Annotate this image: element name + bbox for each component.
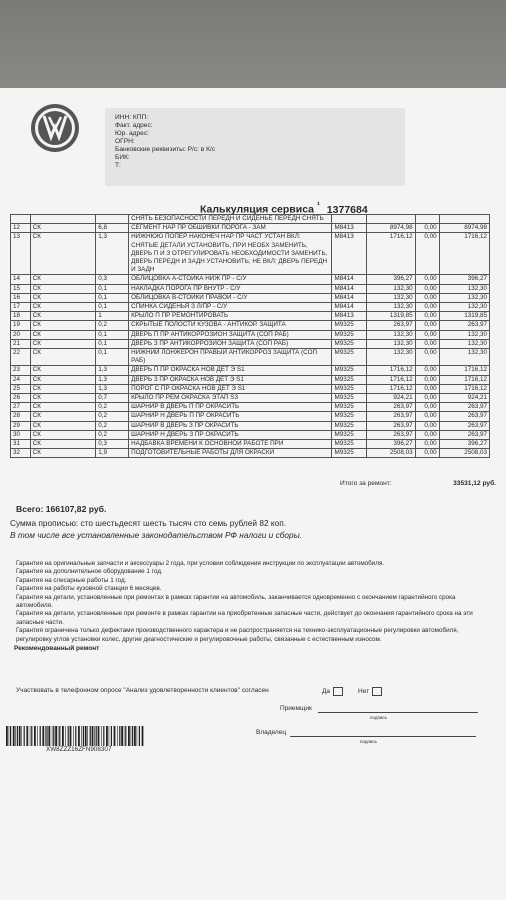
cell-n: 20 — [11, 330, 31, 339]
cell-sum: 396,27 — [439, 275, 489, 284]
cell-n: 24 — [11, 375, 31, 384]
cell-code: M9325 — [332, 440, 367, 449]
cell-price: 263,97 — [367, 430, 415, 439]
cell-disc: 0,00 — [415, 384, 439, 393]
requisite-line: Юр. адрес: — [115, 130, 149, 137]
barcode-bar — [121, 726, 123, 746]
table-row — [11, 421, 490, 430]
cell-desc: ШАРНИР В ДВЕРЬ П ПР ОКРАСИТЬ — [129, 403, 332, 412]
cell-qty: 1,3 — [96, 384, 129, 393]
barcode-bar — [53, 726, 54, 746]
cell-n: 17 — [11, 303, 31, 312]
barcode-bar — [26, 726, 28, 746]
cell-price: 1716,12 — [367, 375, 415, 384]
survey-yes-label: Да — [322, 688, 331, 696]
barcode-bar — [96, 726, 97, 746]
cell-desc: ДВЕРЬ П ПР ОКРАСКА НОВ ДЕТ Э S1 — [129, 366, 332, 375]
cell-qty: 0,1 — [96, 293, 129, 302]
barcode-bar — [78, 726, 80, 746]
cell-code: M9325 — [332, 449, 367, 458]
table-row — [11, 366, 490, 375]
warranty-terms — [16, 560, 494, 644]
barcode-bar — [42, 726, 44, 746]
table-row — [11, 215, 490, 224]
cell-sum: 1716,12 — [439, 233, 489, 275]
owner-label: Владелец — [256, 729, 287, 736]
survey-no — [358, 687, 382, 696]
barcode-bar — [132, 726, 133, 746]
warranty-line: Гарантия на дополнительное оборудование 1 год. — [16, 568, 163, 576]
cell-qty: 1 — [96, 312, 129, 321]
barcode-bar — [52, 726, 53, 746]
cell-n: 21 — [11, 339, 31, 348]
cell-n: 13 — [11, 233, 31, 275]
cell-desc: ДВЕРЬ П ПР АНТИКОРРОЗИОН ЗАЩИТА (СОП РАБ) — [129, 330, 332, 339]
cell-disc: 0,00 — [415, 366, 439, 375]
barcode-bar — [37, 726, 38, 746]
cell-price: 263,97 — [367, 321, 415, 330]
cell-sum: 132,30 — [439, 349, 489, 366]
cell-type: СК — [30, 349, 96, 366]
barcode-bar — [83, 726, 84, 746]
cell-type: СК — [30, 284, 96, 293]
cell-sum: 263,97 — [439, 403, 489, 412]
cell-n: 29 — [11, 421, 31, 430]
cell-disc: 0,00 — [415, 312, 439, 321]
cell-code: M9325 — [332, 421, 367, 430]
cell-disc: 0,00 — [415, 284, 439, 293]
barcode-bar — [81, 726, 82, 746]
title-label: Калькуляция сервиса — [200, 203, 315, 216]
barcode-bar — [24, 726, 25, 746]
cell-qty: 0,2 — [96, 430, 129, 439]
cell-type: СК — [30, 412, 96, 421]
survey-text: Участвовать в телефонном опросе "Анализ удовлетворенности клиентов" согласен — [16, 687, 269, 694]
cell-n: 18 — [11, 312, 31, 321]
cell-disc: 0,00 — [415, 321, 439, 330]
barcode-bar — [87, 726, 88, 746]
cell-qty: 0,1 — [96, 339, 129, 348]
cell-type: СК — [30, 312, 96, 321]
cell-desc: СЕГМЕНТ НАР ПР ОБШИВКИ ПОРОГА - ЗАМ — [129, 224, 332, 233]
warranty-line: Гарантия ограничена только дефектами производственного характера и не распространяется на технико-эксплуатационные регулировки автомобиля, регулировку углов установки колес, другие диагностические и регулировочные работы, связанные с естественным износом. — [16, 627, 459, 643]
table-row — [11, 224, 490, 233]
barcode-bar — [6, 726, 8, 746]
cell-disc: 0,00 — [415, 349, 439, 366]
barcode-bar — [103, 726, 104, 746]
cell-sum: 132,30 — [439, 330, 489, 339]
cell-price: 132,30 — [367, 303, 415, 312]
cell-disc: 0,00 — [415, 394, 439, 403]
cell-n: 23 — [11, 366, 31, 375]
cell-desc: ДВЕРЬ З ПР ОКРАСКА НОВ ДЕТ Э S1 — [129, 375, 332, 384]
cell-n: 12 — [11, 224, 31, 233]
cell-type: СК — [30, 384, 96, 393]
cell-desc: ПОРОГ С ПР ОКРАСКА НОВ ДЕТ Э S1 — [129, 384, 332, 393]
barcode-bar — [17, 726, 18, 746]
cell-price: 396,27 — [367, 440, 415, 449]
cell-code: M9325 — [332, 430, 367, 439]
barcode-bar — [117, 726, 118, 746]
cell-type: СК — [30, 321, 96, 330]
barcode-bar — [75, 726, 76, 746]
cell-price: 2508,03 — [367, 449, 415, 458]
repair-total — [340, 480, 496, 487]
cell-code: M9325 — [332, 330, 367, 339]
cell-type: СК — [30, 449, 96, 458]
cell-type: СК — [30, 224, 96, 233]
barcode-bar — [21, 726, 22, 746]
cell-price: 1716,12 — [367, 366, 415, 375]
barcode-bar — [46, 726, 47, 746]
cell-n: 26 — [11, 394, 31, 403]
barcode-bar — [13, 726, 15, 746]
title-mark: ¹ — [316, 200, 320, 210]
cell-qty: 0,2 — [96, 321, 129, 330]
barcode-bar — [65, 726, 66, 746]
warranty-line: Гарантия на детали, установленные при ремонте в рамках гарантии на приобретенные запасные части, действует до окончания гарантийного срока на эти запасные части. — [16, 610, 473, 626]
requisite-line: БИК: — [115, 154, 130, 161]
requisite-line: ИНН: КПП: — [115, 114, 149, 121]
cell-sum: 132,30 — [439, 293, 489, 302]
cell-qty: 0,2 — [96, 412, 129, 421]
table-row — [11, 293, 490, 302]
cell-n: 31 — [11, 440, 31, 449]
cell-desc: НАДБАВКА ВРЕМЕНИ К ОСНОВНОЙ РАБОТЕ ПРИ — [129, 440, 332, 449]
cell-disc: 0,00 — [415, 440, 439, 449]
barcode-bar — [109, 726, 110, 746]
cell-price: 263,97 — [367, 412, 415, 421]
cell-type: СК — [30, 366, 96, 375]
table-row — [11, 339, 490, 348]
warranty-line: Гарантия на оригинальные запчасти и аксессуары 2 года, при условии соблюдения инструкции по эксплуатации автомобиля. — [16, 560, 385, 567]
cell-disc: 0,00 — [415, 233, 439, 275]
barcode-bar — [119, 726, 120, 746]
barcode-bar — [94, 726, 95, 746]
cell-desc: НАКЛАДКА ПОРОГА ПР ВНУТР - С/У — [129, 284, 332, 293]
survey-yes — [322, 687, 343, 696]
barcode-bar — [114, 726, 116, 746]
cell-n: 16 — [11, 293, 31, 302]
barcode-bar — [19, 726, 21, 746]
barcode-bar — [31, 726, 32, 746]
cell-code: M8413 — [332, 224, 367, 233]
table-row — [11, 275, 490, 284]
receiver-sign-caption: подпись — [370, 715, 388, 720]
cell-qty: 0,1 — [96, 349, 129, 366]
cell-disc: 0,00 — [415, 430, 439, 439]
cell-sum: 1716,12 — [439, 384, 489, 393]
barcode-bar — [142, 726, 144, 746]
cell-desc: СКРЫТЫЕ ПОЛОСТИ КУЗОВА - АНТИКОР. ЗАЩИТА — [129, 321, 332, 330]
table-row — [11, 321, 490, 330]
cell-type: СК — [30, 233, 96, 275]
table-row — [11, 375, 490, 384]
cell-sum: 396,27 — [439, 440, 489, 449]
cell-price: 396,27 — [367, 275, 415, 284]
barcode-bar — [90, 726, 91, 746]
cell-desc: ОБЛИЦОВКА А-СТОЙКА НИЖ ПР - С/У — [129, 275, 332, 284]
barcode-bar — [134, 726, 136, 746]
cell-price: 132,30 — [367, 349, 415, 366]
cell-sum: 1716,12 — [439, 366, 489, 375]
cell-price: 8974,98 — [367, 224, 415, 233]
warranty-line: Гарантия на слесарные работы 1 год. — [16, 576, 127, 584]
cell-price: 263,97 — [367, 403, 415, 412]
barcode-bar — [55, 726, 57, 746]
cell-qty: 0,1 — [96, 284, 129, 293]
cell-disc: 0,00 — [415, 403, 439, 412]
barcode-bar — [128, 726, 130, 746]
cell-disc: 0,00 — [415, 339, 439, 348]
barcode-bar — [131, 726, 132, 746]
cell-type: СК — [30, 330, 96, 339]
table-row — [11, 233, 490, 275]
repair-total-value: 33531,12 руб. — [453, 480, 496, 487]
cell-code: M9325 — [332, 366, 367, 375]
cell-code: M9325 — [332, 403, 367, 412]
owner-signature-line — [290, 736, 476, 737]
cell-price: 1319,85 — [367, 312, 415, 321]
barcode-bar — [58, 726, 59, 746]
cell-qty: 1,3 — [96, 233, 129, 275]
table-row — [11, 449, 490, 458]
cell-sum: 1319,85 — [439, 312, 489, 321]
cell-price: 132,30 — [367, 339, 415, 348]
table-row — [11, 349, 490, 366]
requisite-line: Факт. адрес: — [115, 122, 153, 129]
barcode-bar — [70, 726, 72, 746]
cell-qty: 0,3 — [96, 440, 129, 449]
cell-type: СК — [30, 430, 96, 439]
cell-disc: 0,00 — [415, 421, 439, 430]
cell-sum: 1716,12 — [439, 375, 489, 384]
cell-code: M8413 — [332, 312, 367, 321]
cell-qty: 0,7 — [96, 394, 129, 403]
grand-total: Всего: 166107,82 руб. — [16, 504, 107, 514]
cell-sum: 132,30 — [439, 284, 489, 293]
cell-disc: 0,00 — [415, 449, 439, 458]
cell-code: M9325 — [332, 375, 367, 384]
cell-sum: 132,30 — [439, 339, 489, 348]
amount-in-words: Сумма прописью: сто шестьдесят шесть тысяч сто семь рублей 82 коп. — [10, 518, 287, 528]
table-row — [11, 303, 490, 312]
barcode-bar — [68, 726, 69, 746]
cell-code: M8414 — [332, 303, 367, 312]
table-row — [11, 412, 490, 421]
cell-code: M8413 — [332, 233, 367, 275]
cell-n: 27 — [11, 403, 31, 412]
requisite-line: Банковские реквизиты: Р/с: в К/с — [115, 146, 216, 153]
barcode-bar — [10, 726, 11, 746]
cell-type: СК — [30, 403, 96, 412]
warranty-line: Гарантия на работы кузовной станции 6 месяцев. — [16, 585, 162, 593]
cell-disc: 0,00 — [415, 303, 439, 312]
cell-sum: 263,97 — [439, 430, 489, 439]
barcode-bar — [40, 726, 41, 746]
cell-price: 924,21 — [367, 394, 415, 403]
cell-sum: 263,97 — [439, 421, 489, 430]
cell-code: M9325 — [332, 384, 367, 393]
cell-code: M9325 — [332, 412, 367, 421]
table-row — [11, 384, 490, 393]
cell-price: 1716,12 — [367, 233, 415, 275]
cell-type: СК — [30, 293, 96, 302]
receiver-signature-line — [318, 712, 478, 713]
cell-disc: 0,00 — [415, 375, 439, 384]
barcode-icon — [6, 726, 146, 746]
row-description: СНЯТЬ БЕЗОПАСНОСТИ ПЕРЕДН И СИДЕНЬЕ ПЕРЕДН СНЯТЬ — [129, 215, 332, 224]
cell-sum: 263,97 — [439, 412, 489, 421]
barcode-bar — [34, 726, 36, 746]
barcode-bar — [15, 726, 16, 746]
owner-sign-caption: подпись — [360, 739, 378, 744]
cell-disc: 0,00 — [415, 275, 439, 284]
cell-code: M8414 — [332, 284, 367, 293]
cell-desc: ШАРНИР Н ДВЕРЬ П ПР ОКРАСИТЬ — [129, 412, 332, 421]
cell-desc: СПИНКА СИДЕНЬЯ З Л/ПР - С/У — [129, 303, 332, 312]
cell-code: M8414 — [332, 275, 367, 284]
table-row — [11, 403, 490, 412]
vat-note: В том числе все установленные законодательством РФ налоги и сборы. — [10, 530, 303, 540]
cell-price: 132,30 — [367, 284, 415, 293]
cell-desc: НИЖНИЙ ЛОНЖЕРОН ПРАВЫЙ АНТИКОРРОЗ ЗАЩИТА (СОП РАБ) — [129, 349, 332, 366]
barcode-bar — [124, 726, 125, 746]
cell-desc: ОБЛИЦОВКА В-СТОЙКИ ПРАВОЙ - С/У — [129, 293, 332, 302]
cell-qty: 0,1 — [96, 330, 129, 339]
table-row — [11, 394, 490, 403]
cell-price: 132,30 — [367, 293, 415, 302]
cell-sum: 924,21 — [439, 394, 489, 403]
cell-type: СК — [30, 303, 96, 312]
barcode-bar — [73, 726, 74, 746]
cell-n: 32 — [11, 449, 31, 458]
requisite-line: ОГРН: — [115, 138, 135, 145]
cell-disc: 0,00 — [415, 330, 439, 339]
calculation-table — [10, 214, 490, 458]
barcode-bar — [48, 726, 50, 746]
cell-n: 28 — [11, 412, 31, 421]
cell-code: M9325 — [332, 339, 367, 348]
cell-desc: ПОДГОТОВИТЕЛЬНЫЕ РАБОТЫ ДЛЯ ОКРАСКИ — [129, 449, 332, 458]
recommended-repair-heading: Рекомендованный ремонт — [14, 645, 100, 652]
barcode-bar — [111, 726, 112, 746]
calculation-number: 1377684 — [326, 203, 368, 216]
table-row — [11, 440, 490, 449]
cell-sum: 263,97 — [439, 321, 489, 330]
barcode-bar — [9, 726, 10, 746]
cell-qty: 0,1 — [96, 303, 129, 312]
table-row — [11, 430, 490, 439]
barcode-bar — [85, 726, 87, 746]
requisite-line: Т: — [115, 162, 121, 169]
cell-qty: 0,3 — [96, 275, 129, 284]
barcode-bar — [62, 726, 64, 746]
cell-type: СК — [30, 375, 96, 384]
cell-disc: 0,00 — [415, 293, 439, 302]
cell-disc: 0,00 — [415, 224, 439, 233]
company-requisites — [105, 108, 405, 186]
cell-type: СК — [30, 440, 96, 449]
cell-n: 25 — [11, 384, 31, 393]
cell-type: СК — [30, 339, 96, 348]
barcode-bar — [125, 726, 126, 746]
cell-n: 30 — [11, 430, 31, 439]
cell-code: M9325 — [332, 394, 367, 403]
cell-type: СК — [30, 275, 96, 284]
table-row — [11, 312, 490, 321]
cell-sum: 132,30 — [439, 303, 489, 312]
cell-price: 263,97 — [367, 421, 415, 430]
barcode-bar — [30, 726, 31, 746]
barcode-bar — [59, 726, 60, 746]
cell-desc: ДВЕРЬ З ПР АНТИКОРРОЗИОН ЗАЩИТА (СОП РАБ) — [129, 339, 332, 348]
cell-n: 14 — [11, 275, 31, 284]
cell-desc: ШАРНИР В ДВЕРЬ З ПР ОКРАСИТЬ — [129, 421, 332, 430]
cell-n: 19 — [11, 321, 31, 330]
cell-code: M8414 — [332, 293, 367, 302]
cell-price: 1716,12 — [367, 384, 415, 393]
cell-qty: 1,9 — [96, 449, 129, 458]
cell-n: 22 — [11, 349, 31, 366]
cell-qty: 1,3 — [96, 366, 129, 375]
warranty-line: Гарантия на детали, установленные при ремонтах в рамках гарантии на автомобиль, заканчивается одновременно с окончанием гарантийного срока автомобиля. — [16, 593, 456, 610]
barcode-bar — [92, 726, 94, 746]
cell-code: M9325 — [332, 349, 367, 366]
receiver-label: Приемщик — [280, 705, 312, 712]
cell-sum: 8974,98 — [439, 224, 489, 233]
table-row — [11, 330, 490, 339]
cell-sum: 2508,03 — [439, 449, 489, 458]
cell-type: СК — [30, 421, 96, 430]
repair-total-label: Итого за ремонт: — [340, 480, 392, 487]
barcode-bar — [45, 726, 46, 746]
cell-qty: 6,8 — [96, 224, 129, 233]
barcode-bar — [106, 726, 108, 746]
cell-desc: ШАРНИР Н ДВЕРЬ З ПР ОКРАСИТЬ — [129, 430, 332, 439]
cell-qty: 0,2 — [96, 403, 129, 412]
no-checkbox[interactable] — [372, 687, 382, 696]
cell-code: M9325 — [332, 321, 367, 330]
vw-logo-icon — [30, 103, 80, 153]
table-row — [11, 284, 490, 293]
photo-background — [0, 0, 506, 95]
cell-type: СК — [30, 394, 96, 403]
barcode-bar — [101, 726, 102, 746]
cell-desc: КРЫЛО ПР РЕМ ОКРАСКА ЭТАП S3 — [129, 394, 332, 403]
cell-n: 15 — [11, 284, 31, 293]
cell-qty: 0,2 — [96, 421, 129, 430]
cell-desc: НИЖНЮЮ ПОПЕР НАКОНЕЧ НАР ПР ЧАСТ УСТАН ВКЛ: СНЯТЫЕ ДЕТАЛИ УСТАНОВИТЬ, ПРИ НЕОБХ ЗАМЕНИТЬ, ДВЕРЬ П И З ОТРЕГУЛИРОВАТЬ НЕОБХОДИМОСТИ ЗАМЕНИТЬ, ДВЕРЬ ПЕРЕДН И ЗАДН УСТАНОВИТЬ; НЕ ВКЛ: ДВЕРЬ ПЕРЕДН И ЗАДН — [129, 233, 332, 275]
cell-disc: 0,00 — [415, 412, 439, 421]
survey-no-label: Нет — [358, 688, 370, 696]
barcode-bar — [98, 726, 100, 746]
cell-desc: КРЫЛО П ПР РЕМОНТИРОВАТЬ — [129, 312, 332, 321]
vin-number: XW8ZZZ16ZFN908307 — [46, 746, 112, 753]
cell-qty: 1,3 — [96, 375, 129, 384]
yes-checkbox[interactable] — [333, 687, 343, 696]
barcode-bar — [139, 726, 140, 746]
barcode-bar — [137, 726, 138, 746]
cell-price: 132,30 — [367, 330, 415, 339]
